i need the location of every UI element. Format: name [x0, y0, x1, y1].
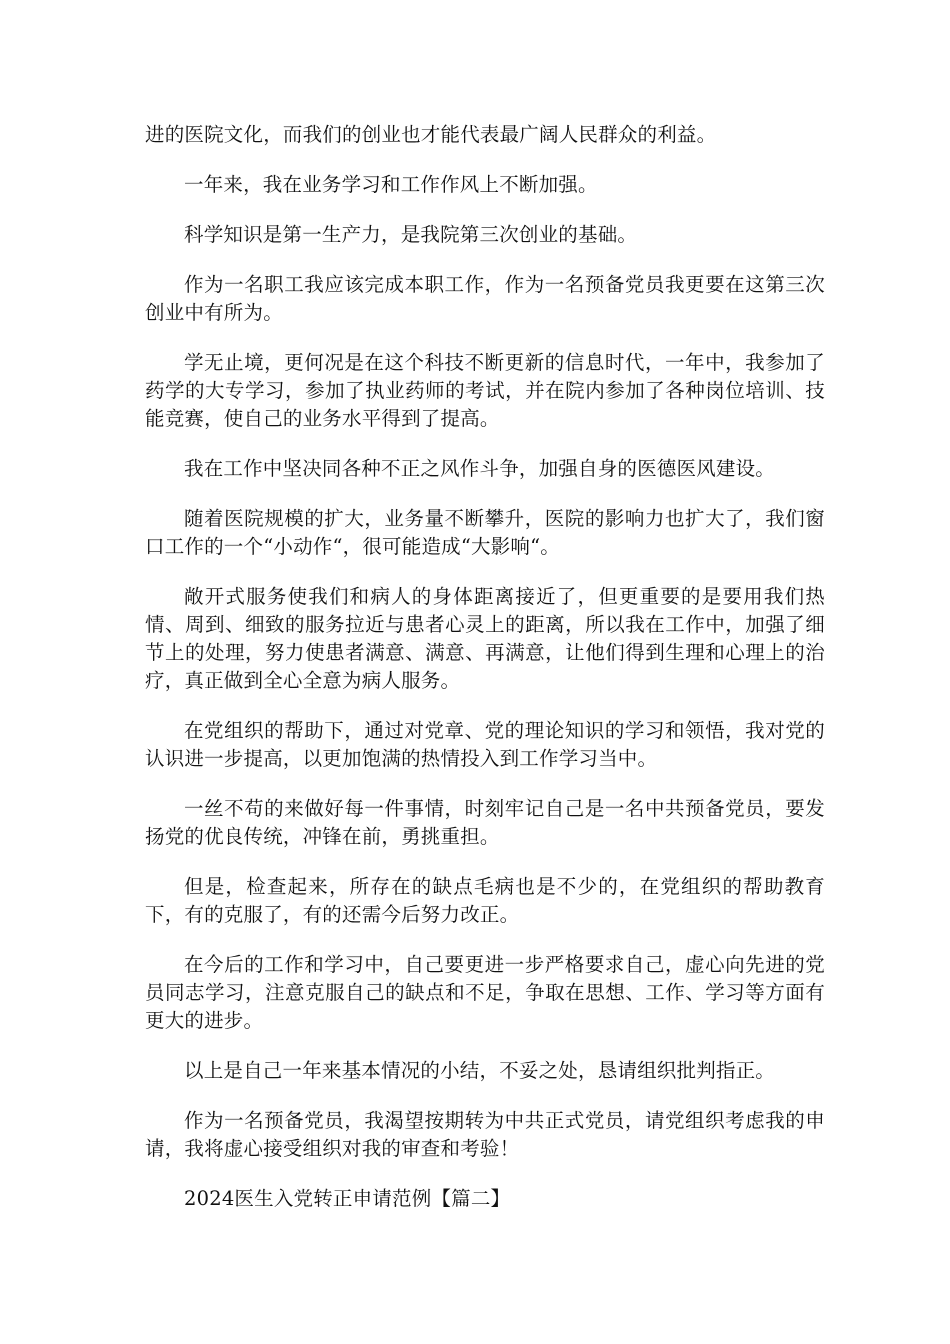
- paragraph: 一年来，我在业务学习和工作作风上不断加强。: [184, 173, 598, 196]
- paragraph: 作为一名职工我应该完成本职工作，作为一名预备党员我更要在这第三次创业中有所为。: [145, 273, 825, 324]
- paragraph: 一丝不苟的来做好每一件事情，时刻牢记自己是一名中共预备党员，要发扬党的优良传统，冲锋在前，勇挑重担。: [145, 797, 825, 848]
- paragraph-continuation: 进的医院文化，而我们的创业也才能代表最广阔人民群众的利益。: [145, 123, 717, 146]
- paragraph: 作为一名预备党员，我渴望按期转为中共正式党员，请党组织考虑我的申请，我将虚心接受组织对我的审查和考验！: [145, 1109, 825, 1160]
- paragraph: 敞开式服务使我们和病人的身体距离接近了，但更重要的是要用我们热情、周到、细致的服务拉近与患者心灵上的距离，所以我在工作中，加强了细节上的处理，努力使患者满意、满意、再满意，让他们得到生理和心理上的治疗，真正做到全心全意为病人服务。: [145, 585, 825, 692]
- paragraph: 随着医院规模的扩大，业务量不断攀升，医院的影响力也扩大了，我们窗口工作的一个“小动作“，很可能造成“大影响“。: [145, 507, 825, 558]
- paragraph: 在今后的工作和学习中，自己要更进一步严格要求自己，虚心向先进的党员同志学习，注意克服自己的缺点和不足，争取在思想、工作、学习等方面有更大的进步。: [145, 953, 825, 1032]
- paragraph: 在党组织的帮助下，通过对党章、党的理论知识的学习和领悟，我对党的认识进一步提高，以更加饱满的热情投入到工作学习当中。: [145, 719, 825, 770]
- paragraph: 我在工作中坚决同各种不正之风作斗争，加强自身的医德医风建设。: [184, 457, 776, 480]
- paragraph: 以上是自己一年来基本情况的小结，不妥之处，恳请组织批判指正。: [184, 1059, 776, 1082]
- paragraph: 科学知识是第一生产力，是我院第三次创业的基础。: [184, 223, 638, 246]
- document-body: [145, 121, 825, 1235]
- paragraph: 学无止境，更何况是在这个科技不断更新的信息时代，一年中，我参加了药学的大专学习，参加了执业药师的考试，并在院内参加了各种岗位培训、技能竞赛，使自己的业务水平得到了提高。: [145, 351, 825, 430]
- section-heading: 2024医生入党转正申请范例【篇二】: [184, 1187, 511, 1210]
- paragraph: 但是，检查起来，所存在的缺点毛病也是不少的，在党组织的帮助教育下，有的克服了，有的还需今后努力改正。: [145, 875, 825, 926]
